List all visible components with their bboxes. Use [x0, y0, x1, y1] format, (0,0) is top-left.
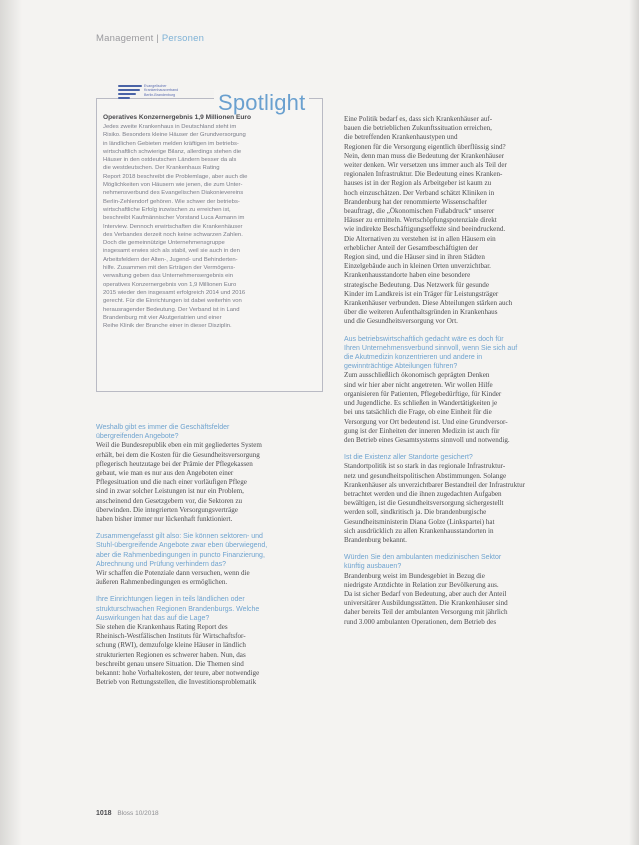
- spotlight-body-line: operatives Konzernergebnis von 1,9 Millionen Euro: [103, 281, 237, 288]
- interview-answer-line: die betreffenden Krankenhaustypen und: [344, 133, 458, 142]
- header-section: Management: [96, 33, 154, 44]
- interview-question-line: strukturschwachen Regionen Brandenburgs. Welche: [96, 605, 260, 613]
- interview-answer-line: universitärer Ausbildungsstätten. Die Krankenhäuser sind: [344, 599, 508, 608]
- interview-answer-line: sind wir hier aber nicht angetreten. Wir wollen Hilfe: [344, 380, 493, 389]
- interview-answer-line: äußeren Rahmenbedingungen es ermöglichen.: [96, 578, 228, 587]
- interview-answer-line: rund 3.000 ambulanten Operationen, dem Betrieb des: [344, 617, 497, 626]
- spotlight-body-line: des Verbandes derzeit noch keine schwarzen Zahlen.: [103, 231, 243, 238]
- spotlight-body-line: wirtschaftlich schwierige Bilanz, allerdings stehen die: [103, 148, 242, 155]
- interview-answer-line: hauses ist in der Region als Arbeitgeber ist kaum zu: [344, 179, 492, 188]
- right-text-column: [344, 115, 568, 627]
- spotlight-body-line: Doch die gemeinnützige Unternehmensgruppe: [103, 240, 225, 247]
- spotlight-body-line: Risiko. Besonders kleine Häuser der Grundversorgung: [103, 132, 246, 139]
- page-edge-shadow: [629, 0, 639, 845]
- interview-answer-line: Brandenburg bekannt.: [344, 535, 407, 544]
- spotlight-body-line: nehmensverbund des Evangelischen Diakonievereins: [103, 190, 244, 197]
- interview-answer-line: regionalen Infrastruktur. Die Bedeutung eines Kranken-: [344, 170, 503, 179]
- interview-answer-line: bewältigen, ist die Gesundheitsversorgung sichergestellt: [344, 499, 504, 508]
- interview-answer-line: Krankenhäuser als unverzichtbarer Bestandteil der Infrastruktur: [344, 480, 526, 489]
- page-binding-shadow: [0, 0, 22, 845]
- interview-answer-line: organisieren für Patienten, Pflegebedürftige, für Kinder: [344, 389, 502, 398]
- header-separator: |: [156, 33, 159, 44]
- spotlight-body-line: insgesamt erwies sich als stabil, weil sie auch in den: [103, 248, 240, 255]
- spotlight-heading: Operatives Konzernergebnis 1,9 Millionen Euro: [103, 114, 252, 121]
- spotlight-body-line: Interview. Dennoch erwirtschaften die Krankenhäuser: [103, 223, 243, 230]
- interview-question-line: Ist die Existenz aller Standorte gesichert?: [344, 454, 473, 462]
- interview-question-line: gewinnträchtige Abteilungen führen?: [344, 363, 458, 371]
- spotlight-body-line: in ländlichen Gebieten melden kräftigen im betriebs-: [103, 140, 239, 147]
- interview-question-line: Aus betriebswirtschaftlich gedacht wäre es doch für: [344, 335, 504, 343]
- spotlight-body-line: herausragender Bedeutung. Der Verband ist in Land: [103, 306, 240, 313]
- interview-answer-line: gung ist der Einheiten der inneren Medizin ist auch für: [344, 426, 500, 435]
- running-header: [96, 33, 204, 44]
- journal-name: Bloss 10/2018: [117, 810, 159, 817]
- interview-answer-line: sind in zwar solcher Leistungen ist nur ein Problem,: [96, 487, 244, 496]
- interview-answer-line: wie indirekte Beschäftigungseffekte sind beeindruckend.: [344, 225, 506, 234]
- paragraph-gap: [344, 445, 568, 453]
- spotlight-body-line: Möglichkeiten von Häusern wie jenen, die zum Unter-: [103, 182, 243, 189]
- interview-answer-line: Nein, denn man muss die Bedeutung der Krankenhäuser: [344, 151, 504, 160]
- spotlight-body-line: beschreibt Kaufmännischer Vorstand Luca Asmann im: [103, 215, 245, 222]
- spotlight-body-line: die westdeutschen. Der Krankenhaus Rating: [103, 165, 220, 172]
- interview-answer-line: Pflegesituation und die nach einer vorläufigen Pflege: [96, 478, 247, 487]
- interview-answer-line: Region sind, und die Häuser sind in ihren Städten: [344, 253, 485, 262]
- interview-answer-line: Häuser zu ermitteln. Wertschöpfungspotenziale direkt: [344, 216, 497, 225]
- interview-answer-line: Krankenhäuser verbunden. Diese Abteilungen stärken auch: [344, 299, 513, 308]
- interview-question-line: künftig ausbauen?: [344, 563, 402, 571]
- interview-answer-line: hoch einzuschätzen. Der Verband schätzt Kliniken in: [344, 188, 495, 197]
- interview-answer-line: bauen die betrieblichen Zukunftssituation erreichen,: [344, 124, 492, 133]
- interview-answer-line: Brandenburg weist im Bundesgebiet in Bezug die: [344, 571, 485, 580]
- spotlight-body-line: wirtschaftliche Erfolg inzwischen zu erreichen ist,: [103, 206, 231, 213]
- interview-answer-line: überwinden. Die integrierten Versorgungsverträge: [96, 505, 238, 514]
- page-number: 1018: [96, 810, 112, 817]
- logo-line: Evangelischer: [144, 84, 167, 88]
- interview-answer-line: Rheinisch-Westfälischen Instituts für Wirtschaftsfor-: [96, 632, 246, 641]
- spotlight-body-line: Report 2018 beschreibt die Problemlage, aber auch die: [103, 173, 248, 180]
- logo-stripe: [118, 93, 136, 95]
- interview-answer-line: schung (RWI), demzufolge kleine Häuser in ländlich: [96, 641, 246, 650]
- interview-answer-line: sich ausdrücklich zu allen Krankenhausstandorten in: [344, 526, 494, 535]
- interview-answer-line: strukturierten Regionen es schwerer haben. Nun, das: [96, 650, 246, 659]
- interview-question-line: aber die Rahmenbedingungen in puncto Finanzierung,: [96, 551, 265, 559]
- spotlight-body-line: Häuser in den ostdeutschen Ländern besser da als: [103, 157, 237, 164]
- interview-answer-line: strategische Bedeutung. Das Netzwerk für gesunde: [344, 280, 489, 289]
- header-subsection: Personen: [161, 33, 205, 44]
- interview-answer-line: beschreibt genau unsere Situation. Die Themen sind: [96, 659, 244, 668]
- interview-question-line: Stuhl-übergreifende Angebote zwar eben überwiegend,: [96, 542, 268, 550]
- paragraph-gap: [96, 587, 320, 595]
- spotlight-body-line: Jedes zweite Krankenhaus in Deutschland steht im: [103, 124, 237, 130]
- paragraph-gap: [96, 524, 320, 532]
- logo-stripe: [118, 85, 142, 87]
- interview-answer-line: haben bisher immer nur lückenhaft funktioniert.: [96, 515, 233, 524]
- spotlight-body-line: Reihe Klinik der Branche einer in dieser Disziplin.: [103, 323, 232, 330]
- interview-answer-line: bekannt: hohe Vorhaltekosten, der teure, aber notwendige: [96, 669, 260, 678]
- interview-question-line: Ihre Einrichtungen liegen in teils ländlichen oder: [96, 596, 245, 604]
- interview-question-line: die Akutmedizin konzentrieren und andere in: [344, 354, 483, 362]
- interview-answer-line: erhält, bei dem die Kosten für die Gesundheitsversorgung: [96, 450, 260, 459]
- logo-line: Krankenhausverband: [144, 88, 179, 93]
- interview-answer-line: Standortpolitik ist so stark in das regionale Infrastruktur-: [344, 462, 506, 471]
- interview-answer-line: Gesundheitsministerin Diana Golze (Linkspartei) hat: [344, 517, 495, 526]
- interview-answer-line: pflegerisch heutzutage bei der Prämie der Pflegekassen: [96, 459, 253, 468]
- spotlight-body: [103, 123, 316, 330]
- interview-answer-line: daher bereits Teil der ambulanten Versorgung mit jährlich: [344, 608, 508, 617]
- interview-answer-line: Brandenburg hat der renommierte Wissenschaftler: [344, 197, 487, 206]
- spotlight-body-line: 2015 wieder den insgesamt erfolgreich 2014 und 2016: [103, 289, 246, 296]
- interview-answer-line: anscheinend den Gesetzgebern vor, die Sektoren zu: [96, 496, 243, 505]
- interview-question-line: Zusammengefasst gilt also: Sie können sektoren- und: [96, 533, 263, 541]
- interview-answer-line: Krankenhausstandorte haben eine besondere: [344, 271, 471, 280]
- interview-answer-line: Kinder im Landkreis ist ein Träger für Leistungsträger: [344, 289, 499, 298]
- interview-question-line: übergreifenden Angebote?: [96, 433, 179, 441]
- logo-line: Berlin-Brandenburg: [144, 92, 176, 97]
- interview-answer-line: erheblicher Anteil der Gesamtbeschäftigten der: [344, 243, 478, 252]
- interview-answer-line: Die Alternativen zu verstehen ist in allen Häusern ein: [344, 234, 496, 243]
- spotlight-logo: [118, 82, 182, 104]
- interview-answer-line: Zum ausschließlich ökonomisch geprägten Denken: [344, 371, 490, 380]
- interview-question-line: Auswirkungen hat das auf die Lage?: [96, 614, 210, 622]
- interview-answer-line: Sie stehen die Krankenhaus Rating Report des: [96, 623, 228, 632]
- spotlight-body-line: Arbeitsfeldern der Alten-, Jugend- und Behinderten-: [103, 256, 238, 263]
- spotlight-body-line: Berlin-Zehlendorf gehören. Wie schwer der betriebs-: [103, 198, 240, 205]
- interview-answer-line: über die weiteren Aufenthaltsgründen in Krankenhaus: [344, 308, 498, 317]
- interview-answer-line: Betrieb von Rettungsstellen, die Investitionsproblematik: [96, 678, 257, 687]
- interview-answer-line: Einzelgebäude auch in kleinen Orten unverzichtbar.: [344, 262, 491, 271]
- spotlight-body-line: verwaltung geben das Unternehmensergebnis ein: [103, 273, 234, 280]
- interview-answer-line: weiter denken. Wir versetzen uns immer auch als Teil der: [344, 161, 507, 170]
- interview-answer-line: bei uns tatsächlich die Frage, ob eine Einheit für die: [344, 408, 492, 417]
- interview-answer-line: niedrigste Arztdichte in Relation zur Bevölkerung aus.: [344, 580, 499, 589]
- interview-answer-line: und die Gesundheitsversorgung vor Ort.: [344, 317, 458, 326]
- left-text-column: [96, 423, 320, 687]
- interview-answer-line: Eine Politik bedarf es, dass sich Krankenhäuser auf-: [344, 115, 493, 123]
- spotlight-body-line: gerecht. Für die Einrichtungen ist dabei weiterhin von: [103, 298, 242, 305]
- paragraph-gap: [344, 545, 568, 553]
- interview-answer-line: Da ist sicher Bedarf von Bedeutung, aber auch der Anteil: [344, 589, 507, 598]
- interview-answer-line: Wir schaffen die Potenziale dann versuchen, wenn die: [96, 569, 250, 578]
- interview-answer-line: Weil die Bundesrepublik eben ein mit gegliedertes System: [96, 441, 262, 450]
- interview-answer-line: netz und gesundheitspolitischen Abstimmungen. Solange: [344, 471, 507, 480]
- interview-answer-line: und Jugendliche. Es schließen in Wandertätigkeiten je: [344, 399, 498, 408]
- interview-answer-line: Versorgung vor Ort bedeutend ist. Und eine Grundversor-: [344, 417, 508, 426]
- interview-answer-line: den Betrieb eines Gesamtsystems sinnvoll und notwendig.: [344, 435, 510, 444]
- interview-answer-line: betrachtet werden und die ihnen zugedachten Aufgaben: [344, 489, 502, 498]
- logo-text: [144, 84, 184, 97]
- page-footer: [96, 810, 159, 817]
- interview-question-line: Ihren Unternehmensverbund sinnvoll, wenn Sie sich auf: [344, 344, 518, 352]
- interview-answer-line: gebaut, wie man es nur aus den Angeboten einer: [96, 469, 234, 478]
- spotlight-body-line: hilfe. Zusammen mit den Erträgen der Vermögens-: [103, 265, 236, 272]
- interview-question-line: Würden Sie den ambulanten medizinischen Sektor: [344, 554, 502, 562]
- interview-answer-line: beauftragt, die „Ökonomischen Fußabdruck“ unserer: [344, 207, 495, 216]
- paragraph-gap: [344, 327, 568, 335]
- interview-answer-line: werden soll, sindkritisch ja. Die brandenburgische: [344, 508, 487, 517]
- spotlight-body-line: Brandenburg mit vier Akutgeriatrien und einer: [103, 314, 222, 321]
- interview-answer-line: Regionen für die Versorgung eigentlich überflüssig sind?: [344, 142, 506, 151]
- spotlight-title: Spotlight: [214, 90, 309, 116]
- interview-question-line: Abrechnung und Prüfung verhindern das?: [96, 560, 226, 568]
- logo-stripe: [118, 97, 130, 99]
- interview-question-line: Weshalb gibt es immer die Geschäftsfelder: [96, 424, 230, 431]
- logo-stripe: [118, 89, 140, 91]
